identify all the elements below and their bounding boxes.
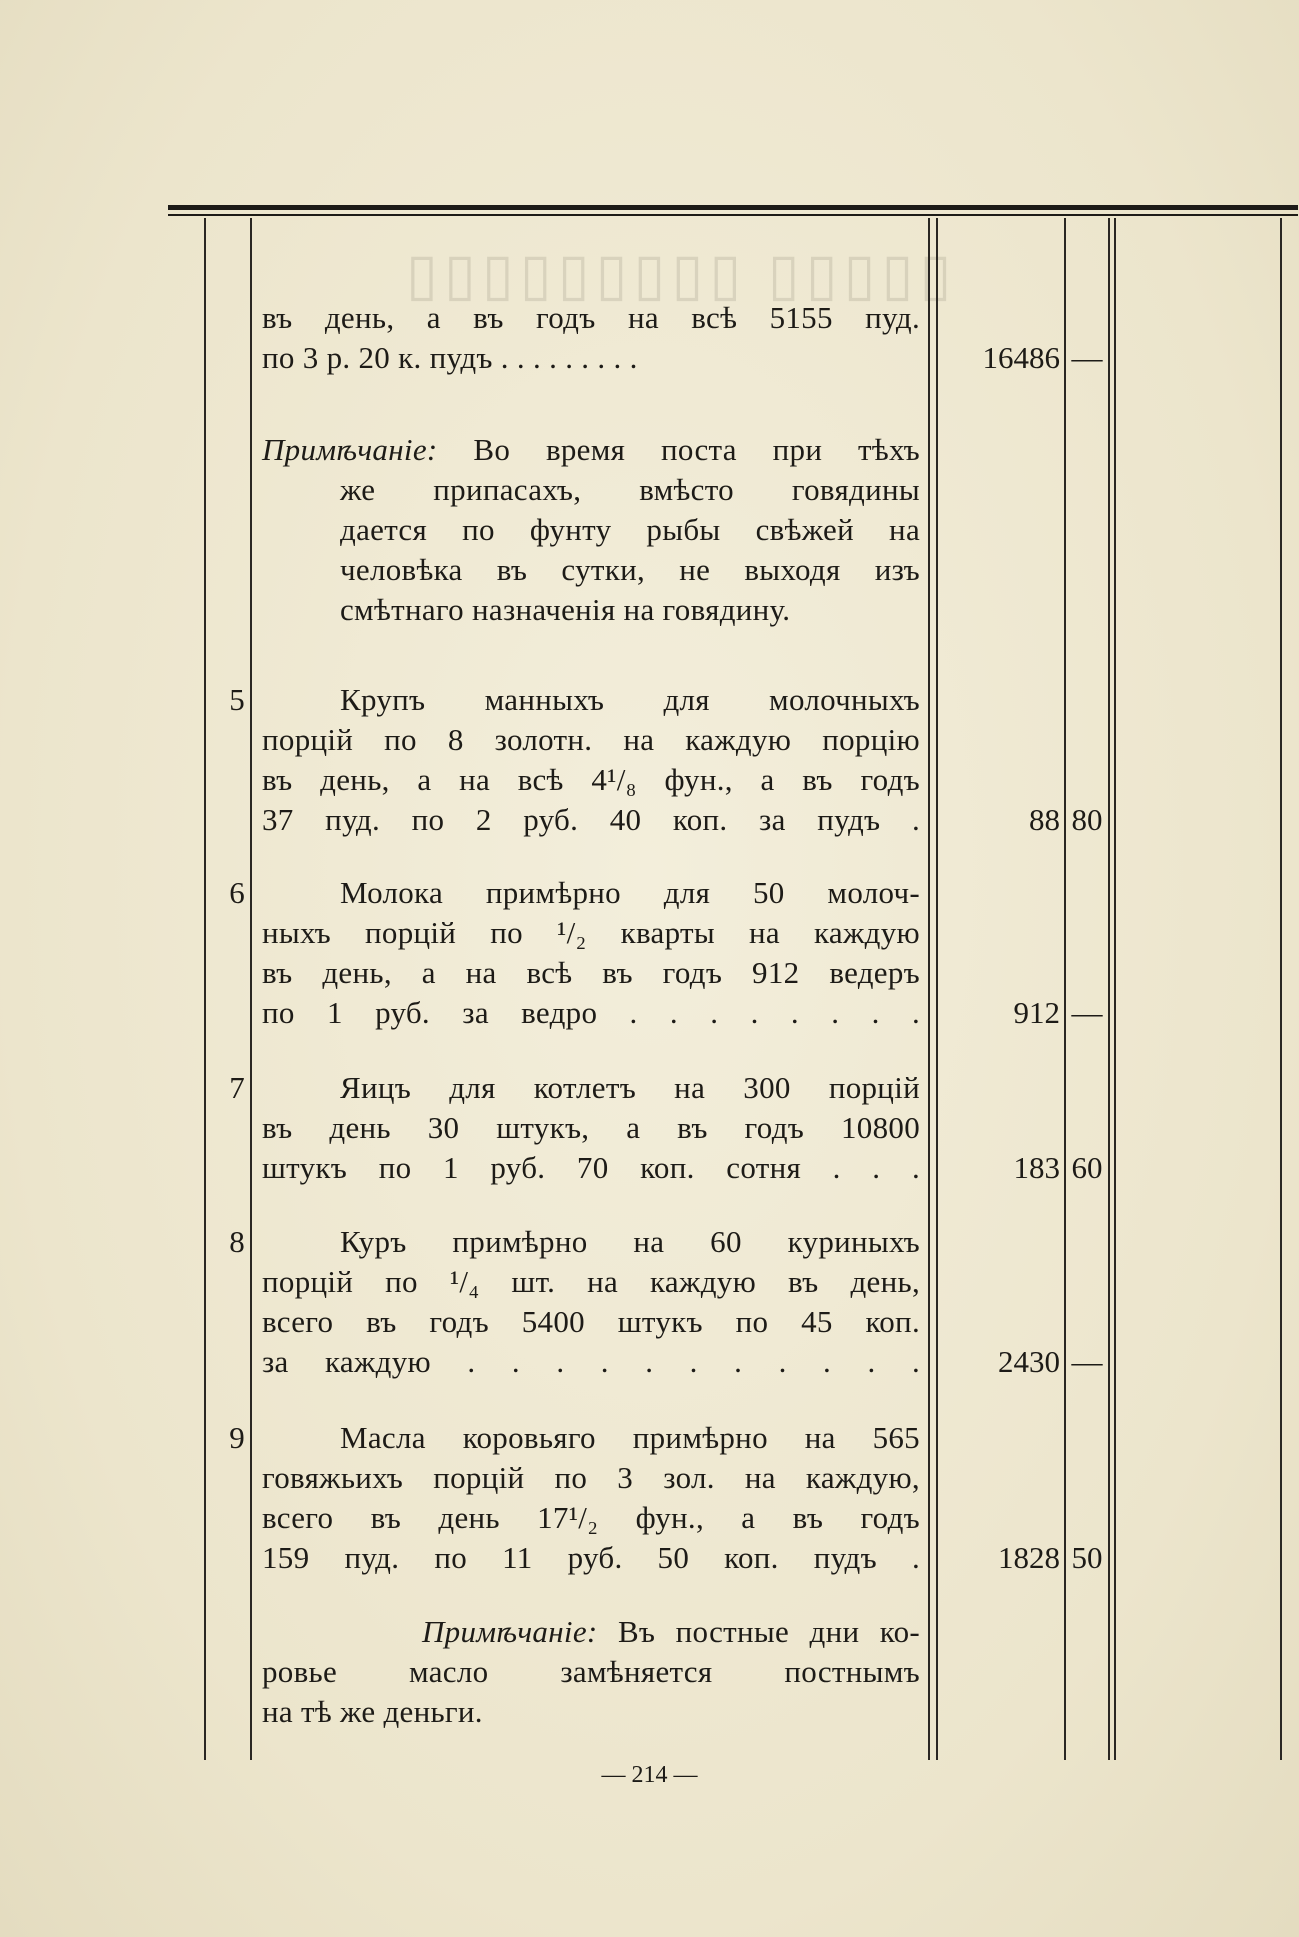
description-line: по 1 руб. за ведро . . . . . . . . bbox=[262, 995, 920, 1030]
description-line: порцій по ¹/₄ шт. на каждую въ день, bbox=[262, 1264, 920, 1299]
amount-kopecks: 50 bbox=[1071, 1540, 1103, 1575]
amount-rubles: 2430 bbox=[998, 1344, 1060, 1379]
amount-rubles: 912 bbox=[1013, 995, 1060, 1030]
entry-description bbox=[262, 1068, 920, 1188]
amount-rubles: 1828 bbox=[998, 1540, 1060, 1575]
note-text: Въ постные дни ко- bbox=[617, 1614, 920, 1649]
amount-kopecks: — bbox=[1071, 340, 1103, 375]
description-line: всего въ годъ 5400 штукъ по 45 коп. bbox=[262, 1304, 920, 1339]
description-line: Масла коровьяго примѣрно на 565 bbox=[340, 1420, 920, 1455]
entry-number: 7 bbox=[229, 1070, 245, 1105]
description-line: ныхъ порцій по ¹/₂ кварты на каждую bbox=[262, 915, 920, 950]
amount-rubles: 88 bbox=[1029, 802, 1060, 837]
amount-rubles: 16486 bbox=[982, 340, 1060, 375]
description-line: же припасахъ, вмѣсто говядины bbox=[340, 472, 920, 507]
description-line: 159 пуд. по 11 руб. 50 коп. пудъ . bbox=[262, 1540, 920, 1575]
description-line: Яицъ для котлетъ на 300 порцій bbox=[340, 1070, 920, 1105]
description-line: Молока примѣрно для 50 молоч- bbox=[340, 875, 920, 910]
description-line bbox=[262, 1612, 920, 1652]
description-line: въ день 30 штукъ, а въ годъ 10800 bbox=[262, 1110, 920, 1145]
note-text: Во время поста при тѣхъ bbox=[473, 432, 920, 467]
entry-number: 8 bbox=[229, 1224, 245, 1259]
description-line: въ день, а на всѣ въ годъ 912 ведеръ bbox=[262, 955, 920, 990]
entry-description bbox=[262, 298, 920, 378]
description-line: на тѣ же деньги. bbox=[262, 1694, 483, 1729]
description-line: Крупъ манныхъ для молочныхъ bbox=[340, 682, 920, 717]
description-line: смѣтнаго назначенія на говядину. bbox=[340, 592, 791, 627]
description-line: всего въ день 17¹/₂ фун., а въ годъ bbox=[262, 1500, 920, 1535]
description-line: въ день, а на всѣ 4¹/₈ фун., а въ годъ bbox=[262, 762, 920, 797]
amount-kopecks: — bbox=[1071, 1344, 1103, 1379]
description-line bbox=[262, 430, 920, 470]
entry-description bbox=[262, 430, 920, 630]
note-label: Примѣчаніе: bbox=[422, 1614, 598, 1649]
description-line: въ день, а въ годъ на всѣ 5155 пуд. bbox=[262, 300, 920, 335]
entry-description bbox=[262, 680, 920, 840]
amount-kopecks: 80 bbox=[1071, 802, 1103, 837]
description-line: по 3 р. 20 к. пудъ . . . . . . . . . bbox=[262, 340, 638, 375]
entry-description bbox=[262, 1612, 920, 1732]
entry-description bbox=[262, 1222, 920, 1382]
description-line: штукъ по 1 руб. 70 коп. сотня . . . bbox=[262, 1150, 920, 1185]
description-line: 37 пуд. по 2 руб. 40 коп. за пудъ . bbox=[262, 802, 920, 837]
entry-number: 5 bbox=[229, 682, 245, 717]
description-line: за каждую . . . . . . . . . . . bbox=[262, 1344, 920, 1379]
amount-rubles: 183 bbox=[1013, 1150, 1060, 1185]
description-line: говяжьихъ порцій по 3 зол. на каждую, bbox=[262, 1460, 920, 1495]
entry-description bbox=[262, 873, 920, 1033]
amount-kopecks: — bbox=[1071, 995, 1103, 1030]
description-line: Куръ примѣрно на 60 куриныхъ bbox=[340, 1224, 920, 1259]
note-label: Примѣчаніе: bbox=[262, 432, 438, 467]
description-line: порцій по 8 золотн. на каждую порцію bbox=[262, 722, 920, 757]
entry-number: 9 bbox=[229, 1420, 245, 1455]
entry-number: 6 bbox=[229, 875, 245, 910]
description-line: ровье масло замѣняется постнымъ bbox=[262, 1654, 920, 1689]
description-line: человѣка въ сутки, не выходя изъ bbox=[340, 552, 920, 587]
page-number: — 214 — bbox=[601, 1762, 698, 1788]
entry-description bbox=[262, 1418, 920, 1578]
amount-kopecks: 60 bbox=[1071, 1150, 1103, 1185]
description-line: дается по фунту рыбы свѣжей на bbox=[340, 512, 920, 547]
